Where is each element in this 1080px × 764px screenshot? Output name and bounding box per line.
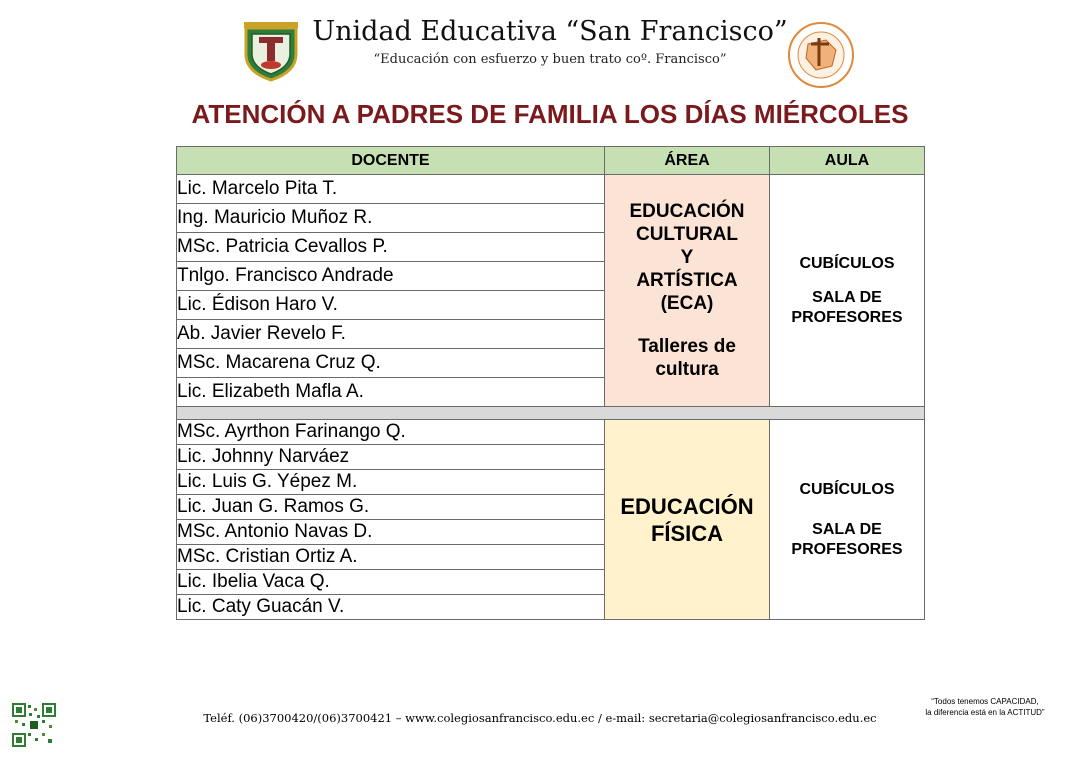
area-eca-cell xyxy=(605,175,770,407)
area-line: (ECA) xyxy=(660,293,714,314)
teacher-name: Lic. Johnny Narváez xyxy=(177,445,605,470)
header-docente: DOCENTE xyxy=(177,147,605,175)
quote-line: la diferencia está en la ACTITUD” xyxy=(925,708,1045,717)
header-area: ÁREA xyxy=(605,147,770,175)
teacher-name: Lic. Ibelia Vaca Q. xyxy=(177,570,605,595)
teacher-name: Ing. Mauricio Muñoz R. xyxy=(177,204,605,233)
table-header-row xyxy=(177,147,925,175)
teacher-name: Lic. Elizabeth Mafla A. xyxy=(177,378,605,407)
teacher-name: MSc. Patricia Cevallos P. xyxy=(177,233,605,262)
teacher-name: Lic. Juan G. Ramos G. xyxy=(177,495,605,520)
teacher-name: Tnlgo. Francisco Andrade xyxy=(177,262,605,291)
aula-line: SALA DE xyxy=(812,288,882,306)
teacher-name: Ab. Javier Revelo F. xyxy=(177,320,605,349)
area-line: FÍSICA xyxy=(650,520,724,546)
school-name: Unidad Educativa “San Francisco” xyxy=(312,16,788,47)
aula-cell xyxy=(770,420,925,620)
aula-line: CUBÍCULOS xyxy=(799,254,895,272)
header-aula: AULA xyxy=(770,147,925,175)
area-sub-line: Talleres de xyxy=(638,336,736,357)
teacher-name: MSc. Antonio Navas D. xyxy=(177,520,605,545)
school-motto: “Educación con esfuerzo y buen trato coº. Francisco” xyxy=(373,52,727,67)
aula-cell xyxy=(770,175,925,407)
aula-line: CUBÍCULOS xyxy=(799,480,895,498)
area-line: ARTÍSTICA xyxy=(636,270,738,291)
teacher-name: MSc. Ayrthon Farinango Q. xyxy=(177,420,605,445)
aula-line: SALA DE xyxy=(812,520,882,538)
table-row xyxy=(177,420,925,445)
qr-code-icon[interactable] xyxy=(12,703,56,747)
footer-quote xyxy=(900,696,1070,718)
teacher-name: Lic. Édison Haro V. xyxy=(177,291,605,320)
aula-line: PROFESORES xyxy=(791,308,903,326)
page-title: ATENCIÓN A PADRES DE FAMILIA LOS DÍAS MIÉRCOLES xyxy=(191,99,909,129)
quote-line: “Todos tenemos CAPACIDAD, xyxy=(931,697,1039,706)
area-ef-cell xyxy=(605,420,770,620)
area-line: EDUCACIÓN xyxy=(620,493,754,519)
teacher-name: Lic. Caty Guacán V. xyxy=(177,595,605,620)
teacher-name: MSc. Cristian Ortiz A. xyxy=(177,545,605,570)
table-row xyxy=(177,175,925,204)
separator-cell xyxy=(177,407,925,420)
area-sub-line: cultura xyxy=(655,359,719,380)
teacher-name: MSc. Macarena Cruz Q. xyxy=(177,349,605,378)
school-crest-icon xyxy=(240,20,302,82)
area-line: Y xyxy=(680,247,694,268)
area-line: EDUCACIÓN xyxy=(629,201,745,222)
group-separator-row xyxy=(177,407,925,420)
attention-schedule-table xyxy=(176,146,925,620)
aula-line: PROFESORES xyxy=(791,540,903,558)
teacher-name: Lic. Luis G. Yépez M. xyxy=(177,470,605,495)
contact-info: Teléf. (06)3700420/(06)3700421 – www.colegiosanfrancisco.edu.ec / e-mail: secretaria@colegiosanfrancisco.edu.ec xyxy=(203,711,877,725)
teacher-name: Lic. Marcelo Pita T. xyxy=(177,175,605,204)
area-line: CULTURAL xyxy=(635,224,738,245)
